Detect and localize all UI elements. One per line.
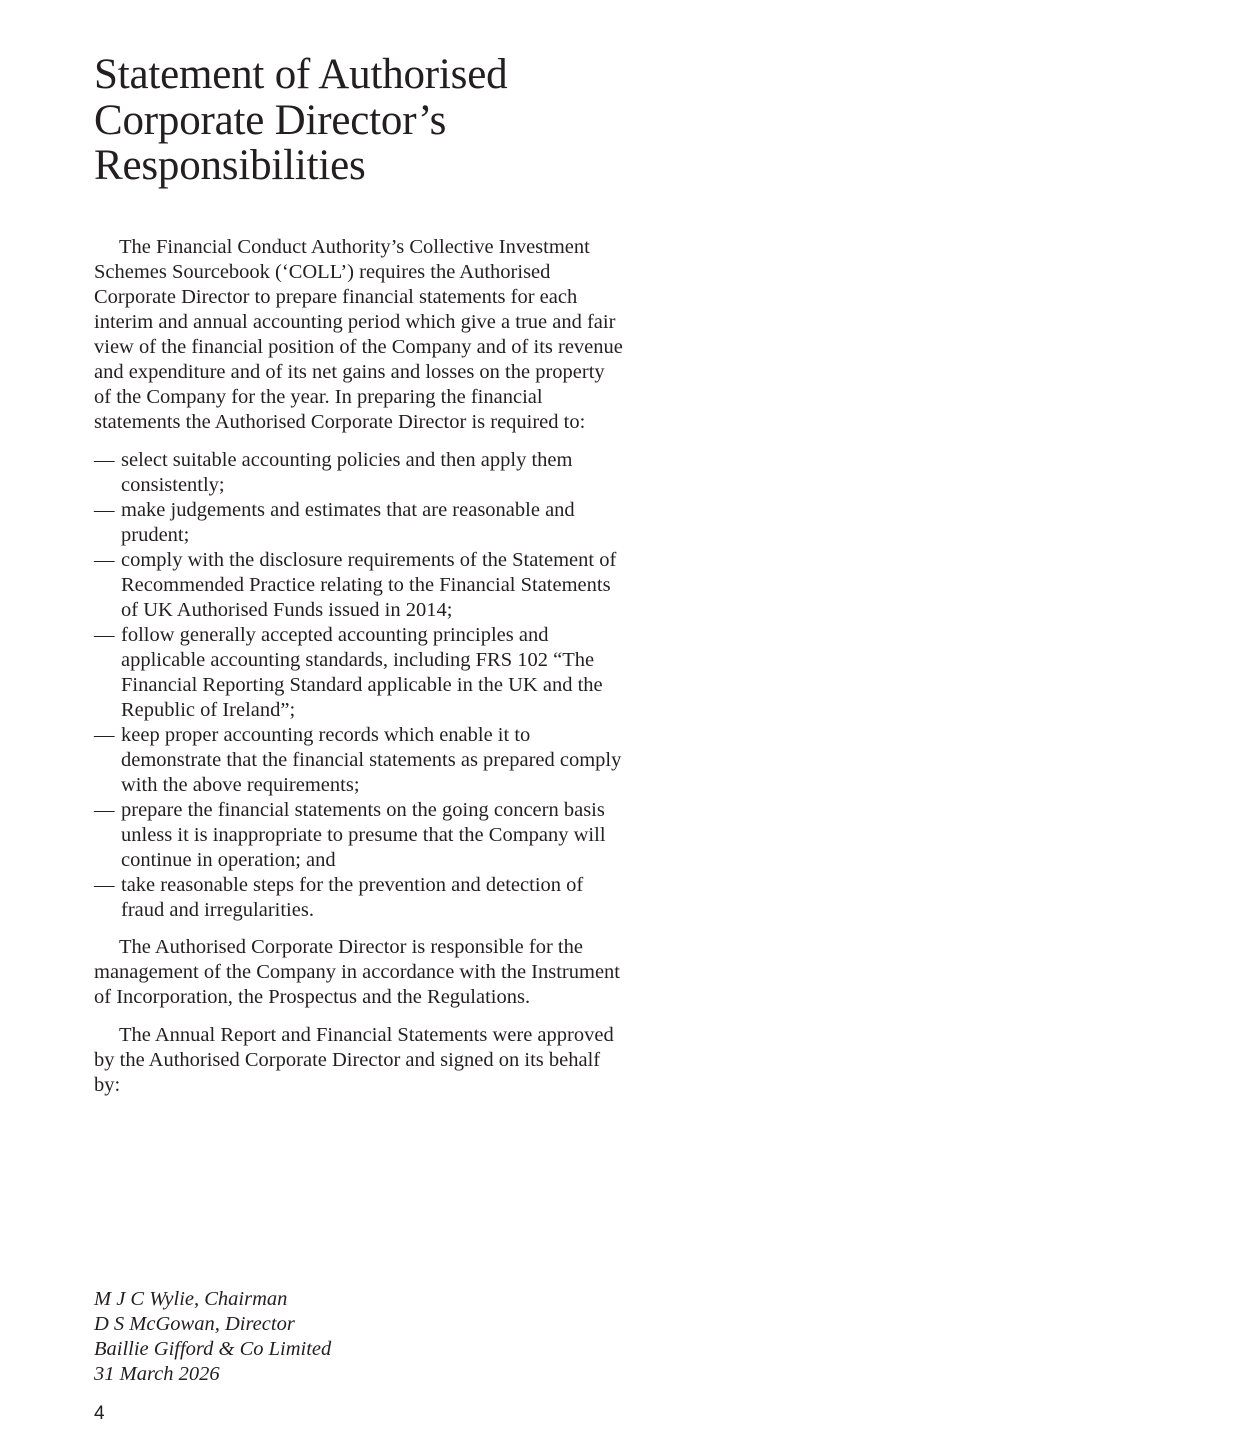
list-item [94, 623, 624, 723]
list-item [94, 448, 624, 498]
signature-block [94, 1287, 331, 1387]
intro-paragraph: The Financial Conduct Authority’s Collective Investment Schemes Sourcebook (‘COLL’) requires the Authorised Corporate Director to prepare financial statements for each interim and annual accounting period which give a true and fair view of the financial position of the Company and of its revenue and expenditure and of its net gains and losses on the property of the Company for the year. In preparing the financial statements the Authorised Corporate Director is required to: [94, 236, 623, 433]
list-item [94, 498, 624, 548]
page-title-line: Statement of Authorised [94, 51, 508, 98]
signatory-director: D S McGowan, Director [94, 1313, 295, 1335]
dash-marker: — [94, 498, 115, 521]
dash-marker: — [94, 548, 115, 571]
list-item [94, 798, 624, 873]
list-item-text: select suitable accounting policies and then apply them consistently; [121, 448, 573, 496]
list-item-text: follow generally accepted accounting principles and applicable accounting standards, including FRS 102 “The Financial Reporting Standard applicable in the UK and the Republic of Ireland”; [121, 623, 603, 721]
management-paragraph: The Authorised Corporate Director is responsible for the management of the Company in accordance with the Instrument of Incorporation, the Prospectus and the Regulations. [94, 936, 620, 1008]
list-item [94, 873, 624, 923]
requirements-list [94, 448, 624, 923]
list-item-text: prepare the financial statements on the going concern basis unless it is inappropriate to presume that the Company will continue in operation; and [121, 798, 606, 871]
body-text [94, 235, 624, 1110]
dash-marker: — [94, 798, 115, 821]
page-title-line: Responsibilities [94, 142, 366, 189]
approval-paragraph: The Annual Report and Financial Statements were approved by the Authorised Corporate Director and signed on its behalf by: [94, 1023, 614, 1096]
list-item [94, 548, 624, 623]
signatory-chairman: M J C Wylie, Chairman [94, 1288, 288, 1310]
list-item-text: comply with the disclosure requirements of the Statement of Recommended Practice relating to the Financial Statements of UK Authorised Funds issued in 2014; [121, 548, 617, 621]
list-item-text: keep proper accounting records which enable it to demonstrate that the financial statements as prepared comply with the above requirements; [121, 723, 622, 796]
page-number: 4 [94, 1403, 105, 1424]
page-title [94, 52, 654, 189]
page-title-line: Corporate Director’s [94, 96, 447, 144]
dash-marker: — [94, 723, 115, 746]
dash-marker: — [94, 448, 115, 471]
list-item [94, 723, 624, 798]
signatory-company: Baillie Gifford & Co Limited [94, 1338, 332, 1360]
dash-marker: — [94, 873, 115, 896]
list-item-text: make judgements and estimates that are reasonable and prudent; [121, 498, 575, 546]
signature-date: 31 March 2026 [94, 1363, 220, 1385]
list-item-text: take reasonable steps for the prevention and detection of fraud and irregularities. [121, 873, 584, 921]
dash-marker: — [94, 623, 115, 646]
